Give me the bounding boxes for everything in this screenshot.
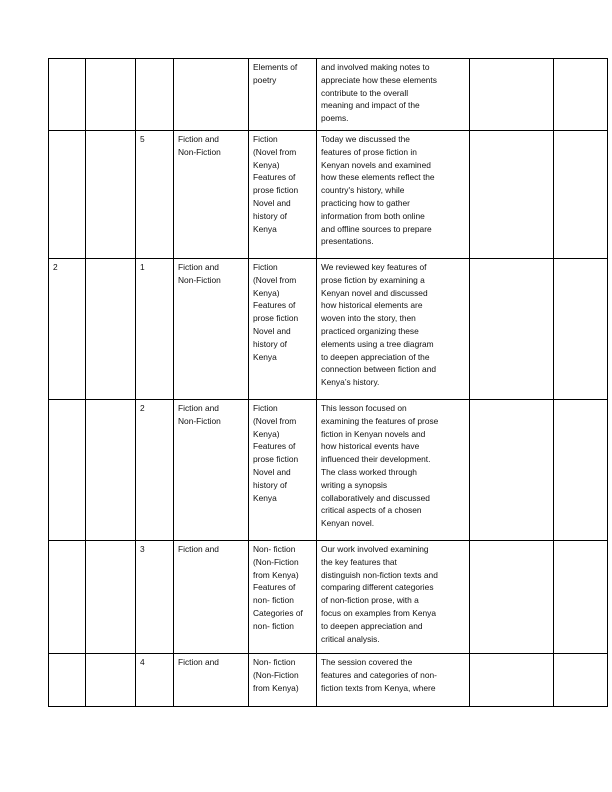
cell-strand: Fiction and Non-Fiction bbox=[174, 259, 249, 400]
cell-c7 bbox=[470, 654, 554, 707]
cell-week bbox=[49, 59, 86, 131]
cell-blank bbox=[86, 400, 136, 541]
table-row bbox=[49, 131, 608, 259]
cell-sub_strand: Fiction (Novel from Kenya) Features of prose fiction Novel and history of Kenya bbox=[249, 259, 317, 400]
cell-blank bbox=[86, 259, 136, 400]
cell-c7 bbox=[470, 541, 554, 654]
cell-reflection: We reviewed key features of prose fiction by examining a Kenyan novel and discussed how historical elements are woven into the story, then practiced organizing these elements using a tree diagram to deepen appreciation of the connection between fiction and Kenya’s history. bbox=[317, 259, 470, 400]
cell-week bbox=[49, 541, 86, 654]
lesson-record-table bbox=[48, 58, 608, 707]
cell-sub_strand: Fiction (Novel from Kenya) Features of prose fiction Novel and history of Kenya bbox=[249, 400, 317, 541]
cell-strand: Fiction and Non-Fiction bbox=[174, 131, 249, 259]
cell-lesson bbox=[136, 59, 174, 131]
cell-strand: Fiction and bbox=[174, 654, 249, 707]
cell-blank bbox=[86, 59, 136, 131]
cell-lesson: 1 bbox=[136, 259, 174, 400]
cell-c8 bbox=[554, 400, 608, 541]
cell-sub_strand: Elements of poetry bbox=[249, 59, 317, 131]
cell-c7 bbox=[470, 131, 554, 259]
cell-c7 bbox=[470, 259, 554, 400]
cell-week: 2 bbox=[49, 259, 86, 400]
cell-reflection: Our work involved examining the key features that distinguish non-fiction texts and comparing different categories of non-fiction prose, with a focus on examples from Kenya to deepen appreciation and critical analysis. bbox=[317, 541, 470, 654]
cell-week bbox=[49, 400, 86, 541]
table-row bbox=[49, 541, 608, 654]
cell-sub_strand: Non- fiction (Non-Fiction from Kenya) Features of non- fiction Categories of non- fiction bbox=[249, 541, 317, 654]
cell-strand bbox=[174, 59, 249, 131]
cell-c7 bbox=[470, 400, 554, 541]
cell-reflection: Today we discussed the features of prose fiction in Kenyan novels and examined how these elements reflect the country's history, while practicing how to gather information from both online and offline sources to prepare presentations. bbox=[317, 131, 470, 259]
cell-lesson: 2 bbox=[136, 400, 174, 541]
table-row bbox=[49, 654, 608, 707]
cell-c8 bbox=[554, 259, 608, 400]
table-row bbox=[49, 400, 608, 541]
cell-sub_strand: Fiction (Novel from Kenya) Features of prose fiction Novel and history of Kenya bbox=[249, 131, 317, 259]
cell-c8 bbox=[554, 541, 608, 654]
cell-week bbox=[49, 131, 86, 259]
cell-blank bbox=[86, 131, 136, 259]
cell-reflection: This lesson focused on examining the features of prose fiction in Kenyan novels and how historical events have influenced their development. The class worked through writing a synopsis collaboratively and discussed critical aspects of a chosen Kenyan novel. bbox=[317, 400, 470, 541]
cell-lesson: 5 bbox=[136, 131, 174, 259]
table-row bbox=[49, 59, 608, 131]
cell-reflection: The session covered the features and categories of non- fiction texts from Kenya, where bbox=[317, 654, 470, 707]
cell-strand: Fiction and bbox=[174, 541, 249, 654]
cell-blank bbox=[86, 541, 136, 654]
cell-week bbox=[49, 654, 86, 707]
cell-strand: Fiction and Non-Fiction bbox=[174, 400, 249, 541]
cell-lesson: 3 bbox=[136, 541, 174, 654]
cell-c7 bbox=[470, 59, 554, 131]
cell-c8 bbox=[554, 59, 608, 131]
cell-c8 bbox=[554, 131, 608, 259]
cell-lesson: 4 bbox=[136, 654, 174, 707]
cell-sub_strand: Non- fiction (Non-Fiction from Kenya) bbox=[249, 654, 317, 707]
cell-c8 bbox=[554, 654, 608, 707]
cell-reflection: and involved making notes to appreciate how these elements contribute to the overall meaning and impact of the poems. bbox=[317, 59, 470, 131]
table-row bbox=[49, 259, 608, 400]
cell-blank bbox=[86, 654, 136, 707]
